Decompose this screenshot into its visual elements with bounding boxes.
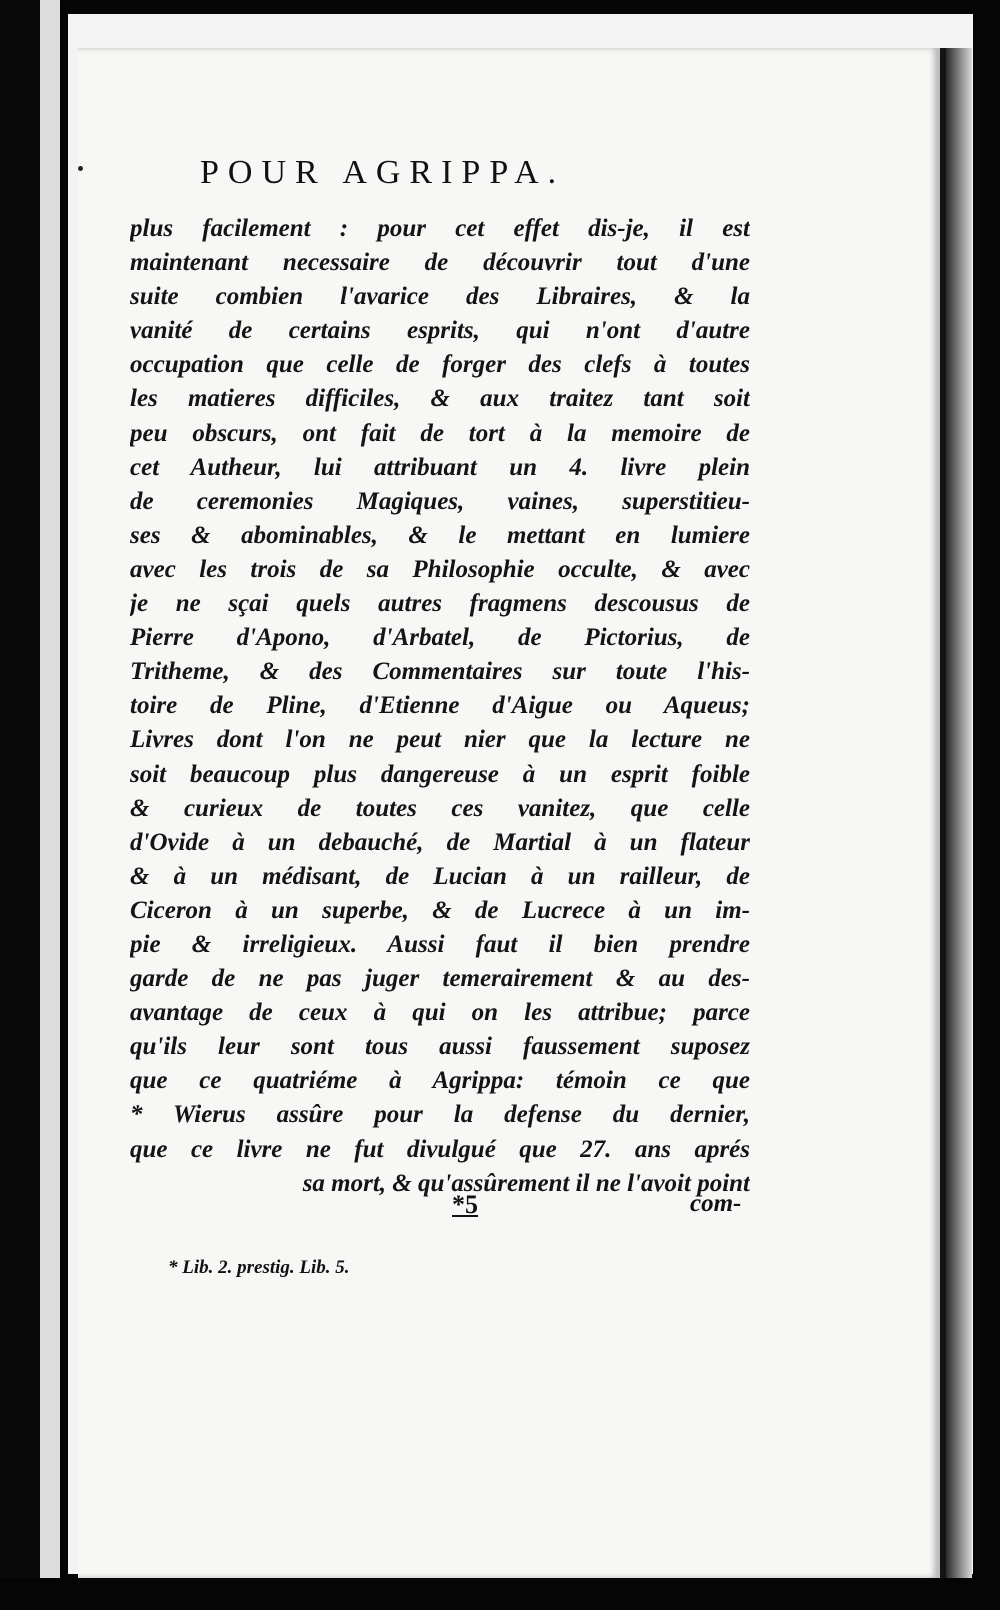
text-line: suite combien l'avarice des Libraires, & la	[130, 283, 750, 311]
catchword: com-	[690, 1190, 742, 1217]
text-line: d'Ovide à un debauché, de Martial à un flateur	[130, 828, 750, 856]
page-gutter-shadow	[946, 48, 972, 1578]
text-line: * Wierus assûre pour la defense du dernier,	[130, 1101, 750, 1129]
text-line: avec les trois de sa Philosophie occulte, & avec	[130, 555, 750, 583]
text-line: que ce livre ne fut divulgué que 27. ans aprés	[130, 1135, 750, 1163]
text-line: maintenant necessaire de découvrir tout d'une	[130, 249, 750, 277]
text-line: vanité de certains esprits, qui n'ont d'autre	[130, 317, 750, 345]
running-head: POUR AGRIPPA.	[200, 154, 566, 191]
text-line: cet Autheur, lui attribuant un 4. livre plein	[130, 453, 750, 481]
text-line: garde de ne pas juger temerairement & au des-	[130, 965, 750, 993]
text-line: occupation que celle de forger des clefs à toutes	[130, 351, 750, 379]
text-line: je ne sçai quels autres fragmens descousus de	[130, 590, 750, 618]
text-line: avantage de ceux à qui on les attribue; parce	[130, 999, 750, 1027]
text-line: Tritheme, & des Commentaires sur toute l'his-	[130, 658, 750, 686]
text-line: sa mort, & qu'assûrement il ne l'avoit point	[302, 1169, 750, 1197]
text-line: qu'ils leur sont tous aussi faussement suposez	[130, 1033, 750, 1061]
text-line: pie & irreligieux. Aussi faut il bien prendre	[130, 930, 750, 958]
body-text	[130, 212, 750, 1201]
text-line: peu obscurs, ont fait de tort à la memoire de	[130, 419, 750, 447]
text-line: & curieux de toutes ces vanitez, que celle	[130, 794, 750, 822]
text-line: que ce quatriéme à Agrippa: témoin ce que	[130, 1067, 750, 1095]
previous-page-edge	[40, 0, 60, 1610]
text-line: ses & abominables, & le mettant en lumiere	[130, 521, 750, 549]
text-line: toire de Pline, d'Etienne d'Aigue ou Aqueus;	[130, 692, 750, 720]
text-line: soit beaucoup plus dangereuse à un esprit foible	[130, 760, 750, 788]
text-line: & à un médisant, de Lucian à un railleur, de	[130, 862, 750, 890]
text-line: plus facilement : pour cet effet dis-je, il est	[130, 215, 750, 242]
scan-border-bottom	[0, 1578, 1000, 1610]
text-line: Ciceron à un superbe, & de Lucrece à un im-	[130, 896, 750, 924]
text-line: les matieres difficiles, & aux traitez tant soit	[130, 385, 750, 413]
text-line: Livres dont l'on ne peut nier que la lecture ne	[130, 726, 750, 754]
head-ornament-dot	[78, 166, 83, 171]
text-line: Pierre d'Apono, d'Arbatel, de Pictorius, de	[130, 624, 750, 652]
signature-mark: *5	[452, 1190, 478, 1219]
text-line: de ceremonies Magiques, vaines, superstitieu-	[130, 487, 750, 515]
footnote: * Lib. 2. prestig. Lib. 5.	[168, 1257, 350, 1278]
scan-border-left	[0, 0, 40, 1610]
